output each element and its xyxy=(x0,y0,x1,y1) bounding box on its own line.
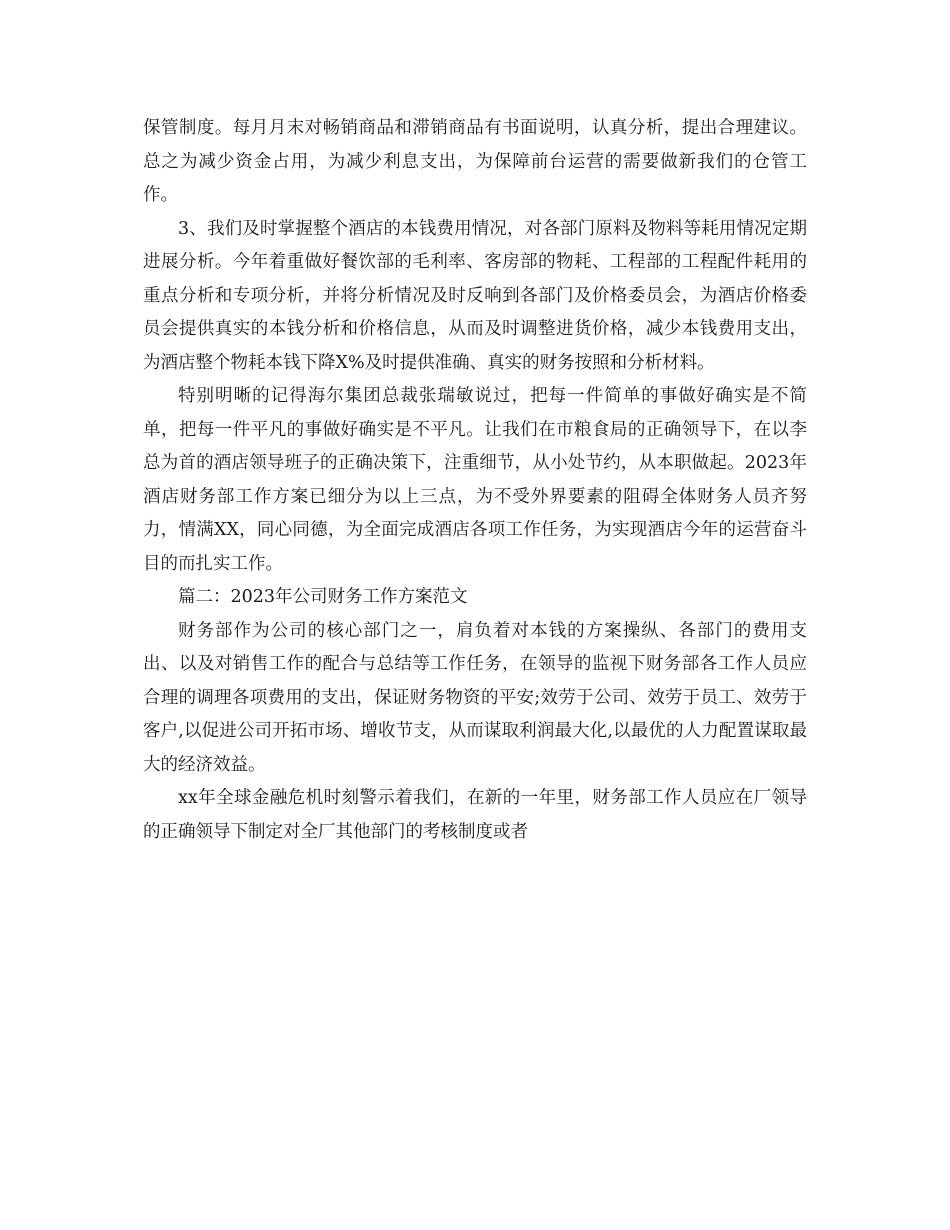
document-body xyxy=(143,112,807,849)
section-heading: 篇二：2023年公司财务工作方案范文 xyxy=(178,587,468,607)
paragraph-closing-remarks: 特别明晰的记得海尔集团总裁张瑞敏说过，把每一件简单的事做好确实是不简单，把每一件平凡的事做好确实是不平凡。让我们在市粮食局的正确领导下，在以李总为首的酒店领导班子的正确决策下，注重细节，从小处节约，从本职做起。2023年酒店财务部工作方案已细分为以上三点，为不受外界要素的阻碍全体财务人员齐努力，情满XX，同心同德，为全面完成酒店各项工作任务，为实现酒店今年的运营奋斗目的而扎实工作。 xyxy=(143,386,807,574)
paragraph-financial-crisis: xx年全球金融危机时刻警示着我们，在新的一年里，财务部工作人员应在厂领导的正确领导下制定对全厂其他部门的考核制度或者 xyxy=(143,788,807,842)
paragraph-finance-role: 财务部作为公司的核心部门之一，肩负着对本钱的方案操纵、各部门的费用支出、以及对销售工作的配合与总结等工作任务，在领导的监视下财务部各工作人员应合理的调理各项费用的支出，保证财务物资的平安;效劳于公司、效劳于员工、效劳于客户,以促进公司开拓市场、增收节支，从而谋取利润最大化,以最优的人力配置谋取最大的经济效益。 xyxy=(143,620,807,775)
paragraph-storage-policy: 保管制度。每月月末对畅销商品和滞销商品有书面说明，认真分析，提出合理建议。总之为减少资金占用，为减少利息支出，为保障前台运营的需要做新我们的仓管工作。 xyxy=(143,118,807,205)
paragraph-cost-analysis: 3、我们及时掌握整个酒店的本钱费用情况，对各部门原料及物料等耗用情况定期进展分析。今年着重做好餐饮部的毛利率、客房部的物耗、工程部的工程配件耗用的重点分析和专项分析，并将分析情况及时反响到各部门及价格委员会，为酒店价格委员会提供真实的本钱分析和价格信息，从而及时调整进货价格，减少本钱费用支出，为酒店整个物耗本钱下降X%及时提供准确、真实的财务按照和分析材料。 xyxy=(143,218,807,373)
